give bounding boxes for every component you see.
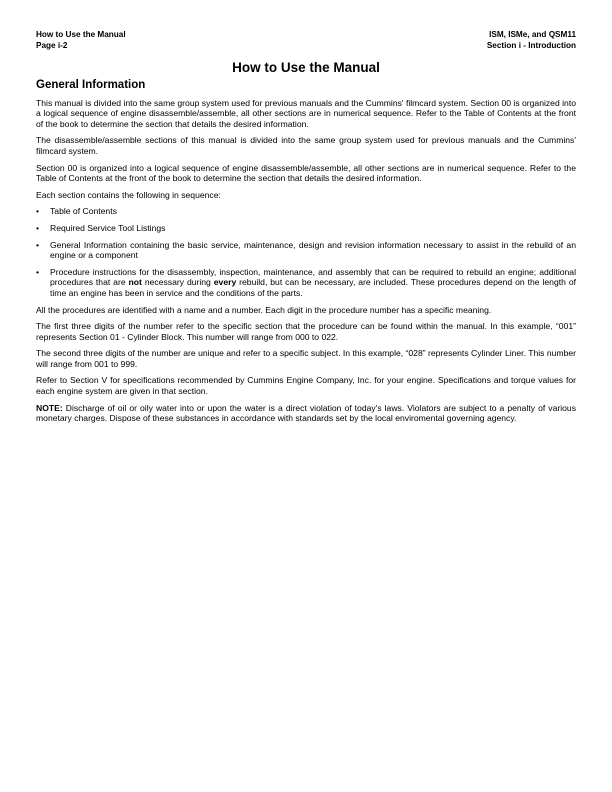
list-item-text-part: necessary during [141,277,214,288]
page-header [36,30,576,51]
note-label: NOTE: [36,402,63,413]
header-left [36,30,126,51]
list-item [36,206,576,217]
bullet-symbol: • [36,239,40,250]
list-item-text [50,267,576,298]
note-text: Discharge of oil or oily water into or upon the water is a direct violation of today's laws. Violators are subject to a penalty of various monetary charges. Dispose of these substances in accordance with standards set by the local enviromental governing agency. [36,402,576,424]
page-content [36,80,576,430]
paragraph-second-three-digits: The second three digits of the number are unique and refer to a specific subject. In this example, “028” represents Cylinder Liner. This number will range from 001 to 999. [36,348,576,369]
emphasis-not: not [128,277,142,288]
bullet-symbol: • [36,222,40,233]
header-engine-models: ISM, ISMe, and QSM11 [489,30,576,39]
list-item-text: General Information containing the basic service, maintenance, design and revision information necessary to assist in the rebuild of an engine or a component [50,239,576,261]
list-item [36,223,576,234]
header-right [487,30,576,51]
note-paragraph [36,403,576,424]
paragraph-specifications: Refer to Section V for specifications recommended by Cummins Engine Company, Inc. for your engine. Specifications and torque values for each engine system are given in that section. [36,375,576,397]
list-item [36,240,576,261]
paragraph-disassemble-sections: The disassemble/assemble sections of this manual is divided into the same group system used for previous manuals and the Cummins' filmcard system. [36,135,576,156]
page-title: How to Use the Manual [232,60,380,75]
section-heading: General Information [36,79,146,91]
header-section-name: Section i - Introduction [486,40,576,50]
paragraph-section-contents: Each section contains the following in sequence: [36,189,221,200]
list-item-text: Table of Contents [50,206,117,217]
paragraph-intro: This manual is divided into the same group system used for previous manuals and the Cummins' filmcard system. Section 00 is organized into a logical sequence of engine disassemble/assemble, all other sections are in numerical sequence. Refer to the Table of Contents at the front of the book to determine the section that details the desired information. [36,97,576,129]
header-manual-title: How to Use the Manual [36,30,126,39]
bullet-symbol: • [36,206,40,217]
list-item-text: Required Service Tool Listings [50,222,166,233]
section-contents-list [36,206,576,298]
list-item-text-part: Procedure instructions for the disassembly, inspection, maintenance, and assembly that can be required to rebuild an engine; additional procedures that are [50,266,576,288]
paragraph-section-00: Section 00 is organized into a logical sequence of engine disassemble/assemble, all other sections are in numerical sequence. Refer to the Table of Contents at the front of the book to determine the section that details the desired information. [36,162,576,184]
paragraph-procedure-identification: All the procedures are identified with a name and a number. Each digit in the procedure number has a specific meaning. [36,304,492,315]
emphasis-every: every [213,277,237,288]
paragraph-first-three-digits: The first three digits of the number refer to the specific section that the procedure can be found within the manual. In this example, “001” represents Section 01 - Cylinder Block. This number will range from 000 to 022. [36,321,576,342]
header-page-number: Page i-2 [36,40,68,50]
list-item [36,267,576,299]
list-item-text-part: rebuild, but can be necessary, are included. These procedures depend on the length of time an engine has been in service and the conditions of the parts. [50,277,577,298]
bullet-symbol: • [36,266,40,277]
